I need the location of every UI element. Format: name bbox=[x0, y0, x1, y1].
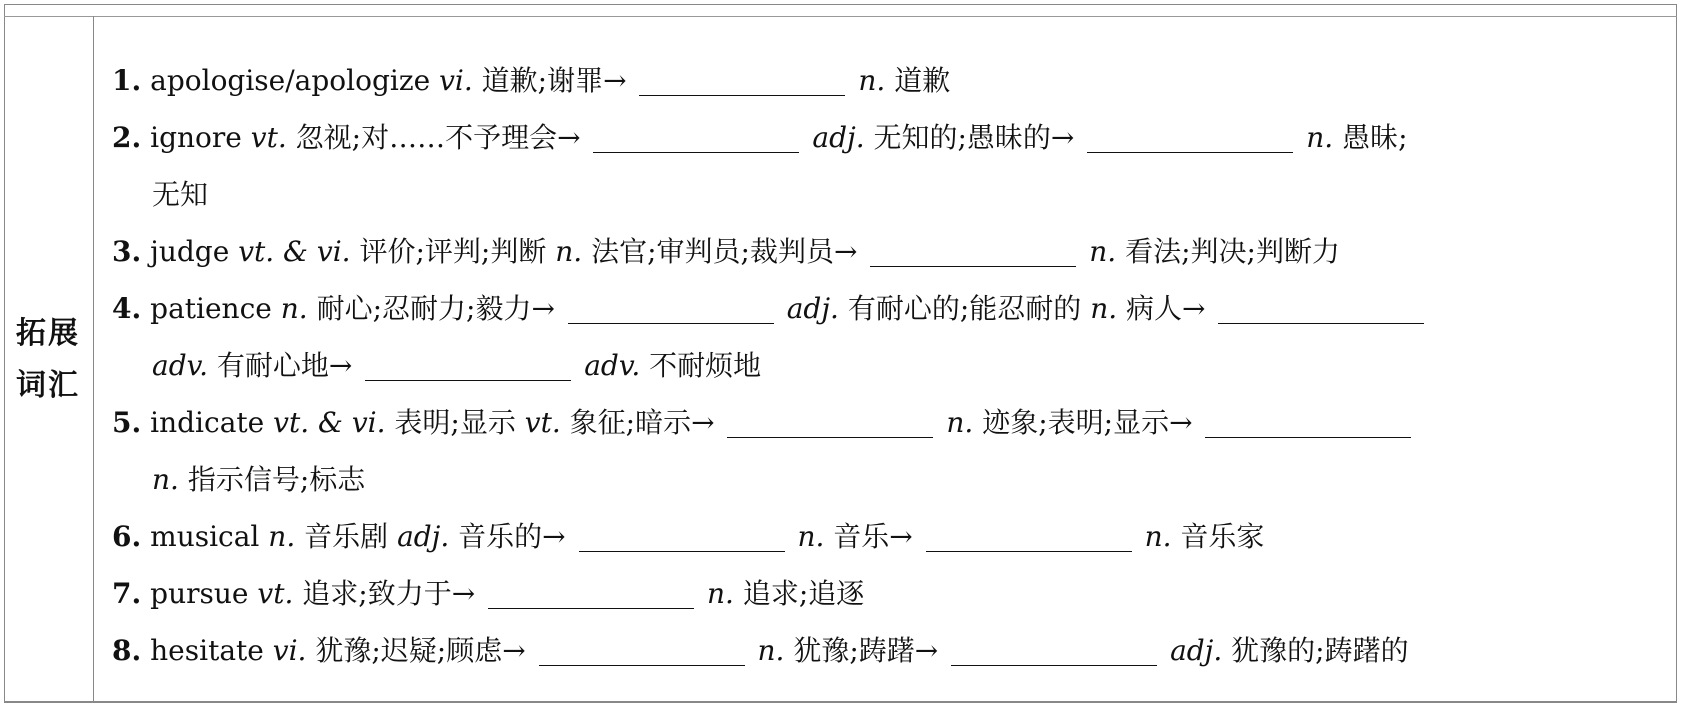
meaning: 指示信号;标志 bbox=[187, 463, 366, 496]
section-label-line-1: 拓展 bbox=[16, 316, 80, 351]
meaning: 迹象;表明;显示→ bbox=[982, 406, 1193, 439]
headword: judge bbox=[150, 235, 230, 268]
part-of-speech: vt. bbox=[250, 121, 287, 154]
part-of-speech: n. bbox=[1306, 121, 1334, 154]
answer-blank[interactable] bbox=[488, 580, 694, 609]
part-of-speech: adj. bbox=[397, 520, 450, 553]
meaning: 有耐心的;能忍耐的 bbox=[847, 292, 1082, 325]
meaning: 音乐剧 bbox=[304, 520, 389, 553]
section-label bbox=[12, 308, 84, 412]
answer-blank[interactable] bbox=[593, 124, 799, 153]
part-of-speech: adv. bbox=[152, 349, 209, 382]
answer-blank[interactable] bbox=[365, 352, 571, 381]
answer-blank[interactable] bbox=[1218, 295, 1424, 324]
meaning: 音乐→ bbox=[833, 520, 913, 553]
meaning: 追求;追逐 bbox=[742, 577, 865, 610]
meaning: 道歉;谢罪→ bbox=[481, 64, 627, 97]
vocab-item-4 bbox=[112, 280, 1672, 337]
item-number: 7. bbox=[112, 577, 142, 610]
meaning: 有耐心地→ bbox=[216, 349, 353, 382]
part-of-speech: n. bbox=[946, 406, 974, 439]
part-of-speech: n. bbox=[757, 634, 785, 667]
part-of-speech: n. bbox=[1090, 292, 1118, 325]
vocab-item-4-continued bbox=[112, 337, 1672, 394]
meaning: 忽视;对……不予理会→ bbox=[295, 121, 581, 154]
vocab-item-8 bbox=[112, 622, 1672, 679]
meaning: 不耐烦地 bbox=[649, 349, 762, 382]
part-of-speech: adv. bbox=[584, 349, 641, 382]
part-of-speech: vt. bbox=[257, 577, 294, 610]
vocab-item-5-continued bbox=[112, 451, 1672, 508]
vocab-item-3 bbox=[112, 223, 1672, 280]
meaning: 评价;评判;判断 bbox=[359, 235, 547, 268]
headword: ignore bbox=[150, 121, 242, 154]
answer-blank[interactable] bbox=[951, 637, 1157, 666]
item-number: 3. bbox=[112, 235, 142, 268]
answer-blank[interactable] bbox=[579, 523, 785, 552]
meaning: 道歉 bbox=[894, 64, 951, 97]
vocab-item-2 bbox=[112, 109, 1672, 166]
answer-blank[interactable] bbox=[539, 637, 745, 666]
vocab-item-5 bbox=[112, 394, 1672, 451]
top-divider bbox=[4, 4, 1677, 17]
part-of-speech: n. bbox=[706, 577, 734, 610]
vocab-item-2-continued bbox=[112, 166, 1672, 223]
part-of-speech: vt. & vi. bbox=[273, 406, 386, 439]
item-number: 6. bbox=[112, 520, 142, 553]
meaning: 表明;显示 bbox=[394, 406, 516, 439]
item-number: 8. bbox=[112, 634, 142, 667]
answer-blank[interactable] bbox=[727, 409, 933, 438]
headword: indicate bbox=[150, 406, 265, 439]
vocabulary-list bbox=[112, 52, 1672, 679]
vocab-item-7 bbox=[112, 565, 1672, 622]
part-of-speech: n. bbox=[858, 64, 886, 97]
vocab-item-1 bbox=[112, 52, 1672, 109]
answer-blank[interactable] bbox=[568, 295, 774, 324]
part-of-speech: vt. & vi. bbox=[238, 235, 351, 268]
meaning: 追求;致力于→ bbox=[302, 577, 476, 610]
headword: patience bbox=[150, 292, 272, 325]
part-of-speech: adj. bbox=[812, 121, 865, 154]
meaning: 音乐家 bbox=[1180, 520, 1265, 553]
part-of-speech: n. bbox=[152, 463, 179, 496]
meaning: 耐心;忍耐力;毅力→ bbox=[316, 292, 555, 325]
meaning: 愚昧; bbox=[1342, 121, 1408, 154]
headword: hesitate bbox=[150, 634, 264, 667]
meaning: 看法;判决;判断力 bbox=[1125, 235, 1340, 268]
part-of-speech: n. bbox=[555, 235, 583, 268]
meaning: 犹豫;踌躇→ bbox=[793, 634, 939, 667]
answer-blank[interactable] bbox=[870, 238, 1076, 267]
meaning: 无知 bbox=[152, 178, 209, 211]
part-of-speech: vt. bbox=[524, 406, 561, 439]
answer-blank[interactable] bbox=[1087, 124, 1293, 153]
part-of-speech: n. bbox=[1089, 235, 1117, 268]
meaning: 法官;审判员;裁判员→ bbox=[591, 235, 858, 268]
answer-blank[interactable] bbox=[639, 67, 845, 96]
answer-blank[interactable] bbox=[926, 523, 1132, 552]
meaning: 犹豫的;踌躇的 bbox=[1231, 634, 1409, 667]
part-of-speech: vi. bbox=[439, 64, 473, 97]
answer-blank[interactable] bbox=[1205, 409, 1411, 438]
part-of-speech: n. bbox=[280, 292, 308, 325]
headword: musical bbox=[150, 520, 260, 553]
section-label-line-2: 词汇 bbox=[16, 368, 80, 403]
item-number: 2. bbox=[112, 121, 142, 154]
meaning: 象征;暗示→ bbox=[569, 406, 715, 439]
item-number: 4. bbox=[112, 292, 142, 325]
part-of-speech: n. bbox=[268, 520, 296, 553]
part-of-speech: adj. bbox=[1170, 634, 1223, 667]
meaning: 音乐的→ bbox=[458, 520, 566, 553]
bottom-border bbox=[4, 702, 1677, 703]
headword: apologise/apologize bbox=[150, 64, 431, 97]
meaning: 病人→ bbox=[1126, 292, 1206, 325]
part-of-speech: n. bbox=[1144, 520, 1172, 553]
headword: pursue bbox=[150, 577, 249, 610]
part-of-speech: vi. bbox=[272, 634, 307, 667]
vocab-item-6 bbox=[112, 508, 1672, 565]
part-of-speech: n. bbox=[797, 520, 825, 553]
meaning: 犹豫;迟疑;顾虑→ bbox=[315, 634, 526, 667]
item-number: 5. bbox=[112, 406, 142, 439]
meaning: 无知的;愚昧的→ bbox=[873, 121, 1075, 154]
item-number: 1. bbox=[112, 64, 142, 97]
part-of-speech: adj. bbox=[786, 292, 839, 325]
